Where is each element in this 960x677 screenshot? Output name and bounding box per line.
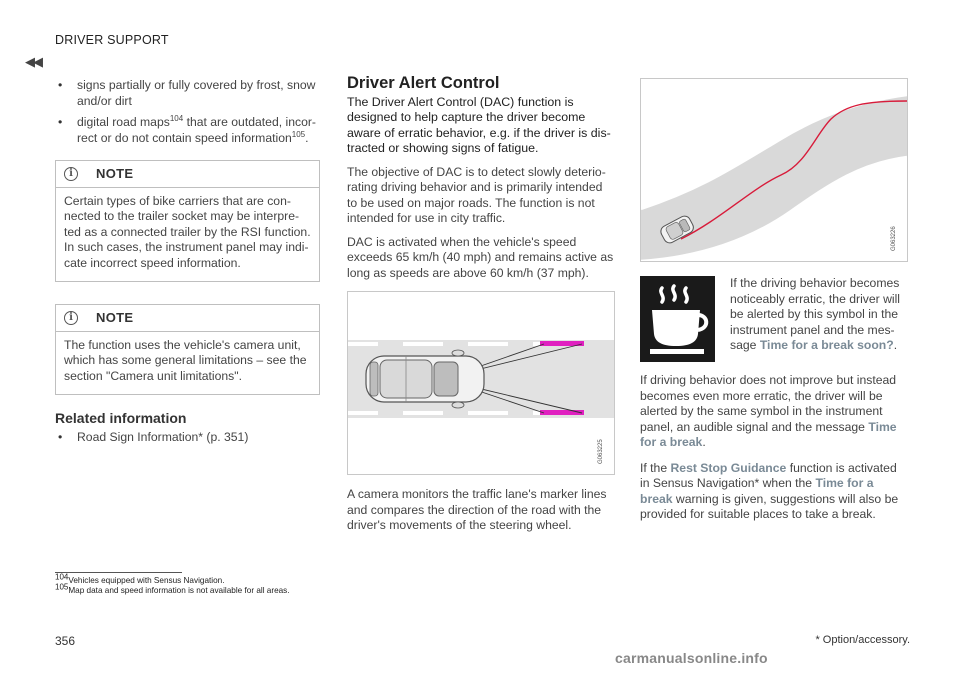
figure-caption: A camera monitors the traffic lane's marker lines and compares the direction of the road with the driver's movements of the steering wheel. (347, 487, 607, 532)
page-number: 356 (55, 634, 76, 648)
footnote-divider (55, 572, 182, 573)
paragraph: If the Rest Stop Guidance function is activated in Sensus Navigation* when the Time for a break warning is given, suggestions will also be provided for suitable places to take a break. (640, 460, 899, 521)
footnote: $^{104}$Vehicles equipped with Sensus Navigation. (55, 572, 225, 585)
list-item: • digital road maps$^{104}$ that are outdated, incor-rect or do not contain speed information$^{105}$. (55, 115, 320, 146)
related-heading: Related information (55, 410, 187, 426)
message-text: Time for a break (640, 476, 874, 506)
bullet-text: digital road maps (77, 115, 170, 129)
footnote-ref: 105 (291, 129, 306, 139)
info-icon: i (64, 311, 78, 325)
paragraph: If driving behavior does not improve but instead becomes even more erratic, the driver will be alerted by the same symbol in the instrument panel, an audible signal and the message Time for a break. (640, 373, 897, 449)
coffee-cup-icon (640, 276, 715, 362)
camera-illustration (348, 292, 614, 474)
note-body: The function uses the vehicle's camera unit, which has some general limitations – see the section "Camera unit limitations". (64, 337, 307, 383)
lead-paragraph: The Driver Alert Control (DAC) function is designed to help capture the driver become aware of erratic behavior, e.g. if the driver is dis-tracted or showing signs of fatigue. (347, 94, 611, 155)
column-1 (55, 78, 320, 451)
option-note: * Option/accessory. (815, 634, 910, 646)
road-illustration (641, 79, 907, 261)
figure-code: G063226 (891, 226, 897, 251)
info-icon: i (64, 167, 78, 181)
note-box (55, 304, 320, 395)
message-text: Time for a break (640, 419, 897, 449)
watermark: carmanualsonline.info (615, 650, 768, 666)
car-topview (366, 350, 484, 408)
note-title: NOTE (96, 166, 134, 181)
note-header (56, 161, 319, 188)
column-2 (347, 76, 615, 534)
symbol-paragraph: If the driving behavior becomes noticeably erratic, the driver will be alerted by this symbol in the instrument panel and the mes-sage Time for a break soon?. (730, 276, 901, 352)
related-link[interactable]: • Road Sign Information* (p. 351) (55, 430, 320, 446)
camera-figure (347, 291, 615, 475)
column-3 (640, 78, 908, 523)
road-figure (640, 78, 908, 262)
paragraph: DAC is activated when the vehicle's speed exceeds 65 km/h (40 mph) and remains active as long as speeds are above 60 km/h (37 mph). (347, 234, 614, 280)
list-item (55, 78, 320, 109)
message-text: Time for a break soon? (759, 338, 894, 352)
dac-symbol-block (640, 276, 908, 362)
bullet-text: that are outdated, incor-rect or do not contain speed information (77, 115, 316, 145)
footnote-ref: 104 (169, 113, 184, 123)
section-header: DRIVER SUPPORT (55, 33, 169, 47)
back-chevron-icon[interactable]: ◀◀ (25, 54, 41, 69)
paragraph: The objective of DAC is to detect slowly deterio-rating driving behavior and is primarily intended to be used on major roads. The function is not intended for use in city traffic. (347, 164, 606, 225)
message-text: Rest Stop Guidance (670, 460, 787, 475)
footnote: $^{105}$Map data and speed information is not available for all areas. (55, 582, 290, 595)
note-title: NOTE (96, 310, 134, 325)
bullet-text: signs partially or fully covered by frost, snow and/or dirt (77, 78, 316, 108)
note-box (55, 160, 320, 282)
section-title: Driver Alert Control (347, 74, 500, 92)
figure-code: G063225 (598, 439, 604, 464)
note-body: Certain types of bike carriers that are con-nected to the trailer socket may be interpre-ted as a connected trailer by the RSI function. In such cases, the instrument panel may indi-cate incorrect speed information. (64, 193, 311, 270)
note-header (56, 305, 319, 332)
